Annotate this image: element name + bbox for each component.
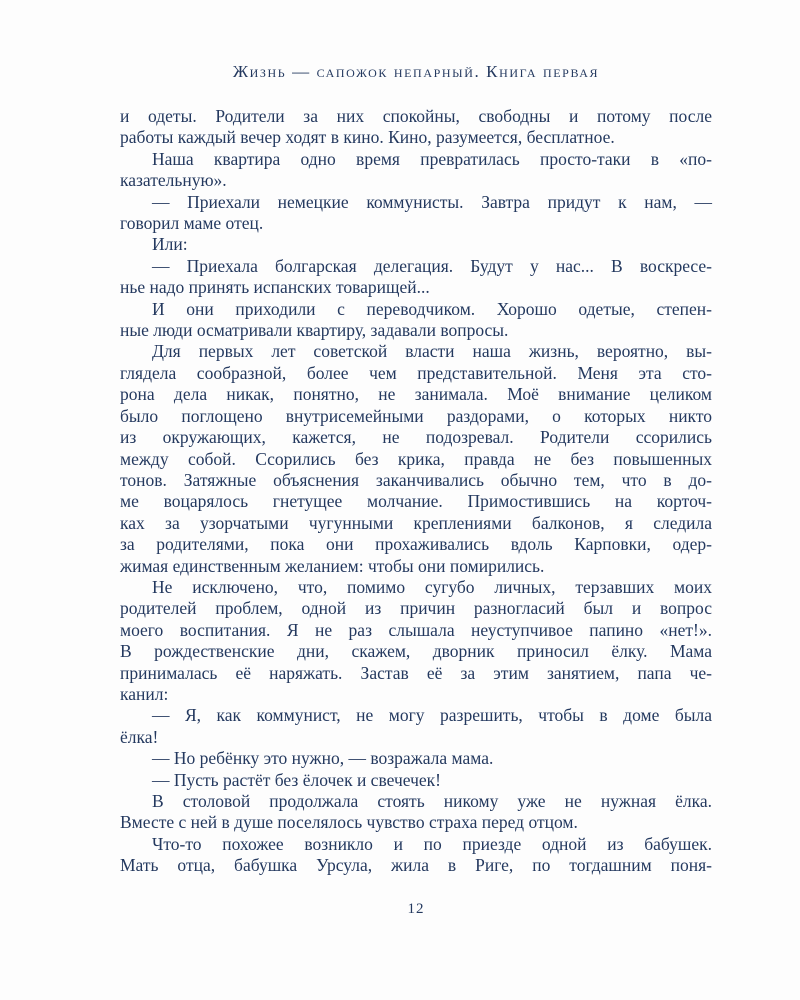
text-line: ме воцарялось гнетущее молчание. Примостившись на корточ- (120, 491, 712, 512)
text-line: принималась её наряжать. Застав её за этим занятием, папа че- (120, 662, 712, 683)
text-line: — Пусть растёт без ёлочек и свечечек! (152, 769, 441, 790)
text-line: Для первых лет советской власти наша жизнь, вероятно, вы- (152, 341, 712, 362)
text-line: — Приехала болгарская делегация. Будут у нас... В воскресе- (152, 255, 712, 276)
text-line: между собой. Ссорились без крика, правда не без повышенных (120, 448, 712, 469)
text-line: работы каждый вечер ходят в кино. Кино, разумеется, бесплатное. (120, 127, 615, 148)
text-line: Или: (152, 234, 188, 255)
text-line: за родителями, пока они прохаживались вдоль Карповки, одер- (120, 534, 712, 555)
text-line: было поглощено внутрисемейными раздорами, о которых никто (120, 405, 712, 426)
text-line: из окружающих, кажется, не подозревал. Родители ссорились (120, 427, 712, 448)
text-line: Не исключено, что, помимо сугубо личных, терзавших моих (152, 576, 712, 597)
text-line: говорил маме отец. (120, 213, 264, 234)
text-line: Наша квартира одно время превратилась просто-таки в «по- (152, 148, 712, 169)
page-number: 12 (407, 901, 425, 917)
text-line: — Я, как коммунист, не могу разрешить, чтобы в доме была (152, 705, 712, 726)
text-line: ёлка! (120, 726, 159, 747)
text-block (120, 106, 712, 877)
text-line: родителей проблем, одной из причин разногласий был и вопрос (120, 598, 712, 619)
text-line: рона дела никак, понятно, не занимала. Моё внимание целиком (120, 384, 712, 405)
text-line: — Приехали немецкие коммунисты. Завтра придут к нам, — (152, 191, 712, 212)
text-line: Мать отца, бабушка Урсула, жила в Риге, по тогдашним поня- (120, 855, 712, 876)
text-line: И они приходили с переводчиком. Хорошо одетые, степен- (152, 298, 712, 319)
text-line: — Но ребёнку это нужно, — возражала мама. (152, 748, 494, 769)
text-line: жимая единственным желанием: чтобы они помирились. (120, 555, 545, 576)
text-line: глядела сообразной, более чем представительной. Меня эта сто- (120, 362, 712, 383)
text-line: тонов. Затяжные объяснения заканчивались обычно тем, что в до- (120, 469, 712, 490)
text-line: ках за узорчатыми чугунными креплениями балконов, я следила (120, 512, 712, 533)
text-line: и одеты. Родители за них спокойны, свободны и потому после (120, 106, 712, 126)
text-line: В рождественские дни, скажем, дворник приносил ёлку. Мама (120, 641, 712, 662)
text-line: нье надо принять испанских товарищей... (120, 277, 430, 298)
running-header: Жизнь — сапожок непарный. Книга первая (232, 62, 600, 81)
text-line: Что-то похожее возникло и по приезде одной из бабушек. (152, 833, 712, 854)
text-line: В столовой продолжала стоять никому уже не нужная ёлка. (152, 791, 712, 811)
text-line: казательную». (120, 170, 227, 191)
text-line: канил: (120, 683, 169, 704)
text-line: моего воспитания. Я не раз слышала неуступчивое папино «нет!». (120, 619, 712, 640)
text-line: Вместе с ней в душе поселялось чувство страха перед отцом. (120, 812, 578, 833)
text-line: ные люди осматривали квартиру, задавали вопросы. (120, 320, 509, 341)
